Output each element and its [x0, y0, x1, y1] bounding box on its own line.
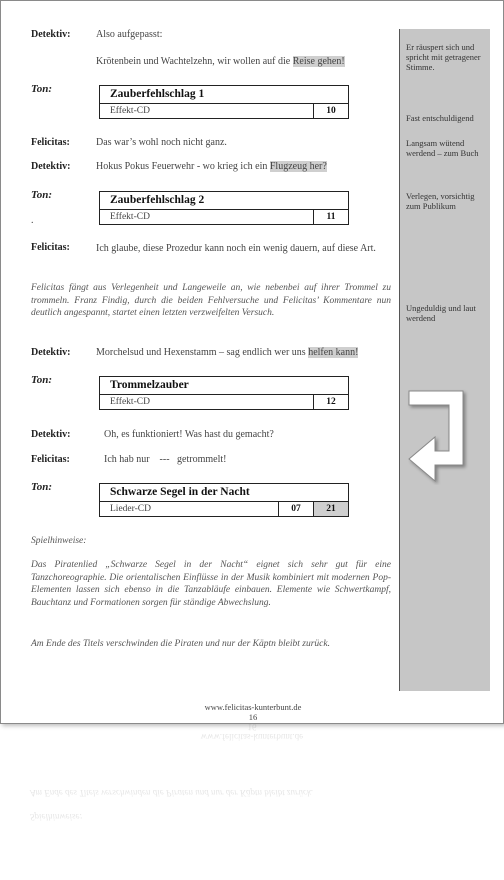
return-arrow-icon [405, 385, 485, 485]
cue-title: Zauberfehlschlag 2 [100, 192, 348, 210]
reflection-page-number: 16 [247, 722, 257, 732]
speaker-label: Detektiv: [31, 29, 71, 40]
footer-url: www.felicitas-kunterbunt.de [204, 702, 302, 712]
cue-source: Effekt-CD [110, 212, 150, 222]
cue-title: Zauberfehlschlag 1 [100, 86, 348, 104]
dialogue-line: Krötenbein und Wachtelzehn, wir wollen auf die Reise gehen! [96, 56, 345, 67]
cue-track-number: 07 [278, 502, 313, 516]
sidebar-note: Langsam wütend werdend – zum Buch [406, 138, 479, 158]
speaker-label: Felicitas: [31, 137, 70, 148]
cue-source: Effekt-CD [110, 397, 150, 407]
ton-label: Ton: [31, 189, 52, 201]
reflection-text: Spielhinweise: [30, 812, 83, 822]
stray-dot: . [31, 215, 34, 226]
sound-cue-box [99, 85, 349, 119]
notes-paragraph: Das Piratenlied „Schwarze Segel in der Nacht“ eignet sich sehr gut für eine Tanzchoreographie. Die orientalischen Einflüsse in der Musik kombiniert mit modernen Pop-Elementen lassen sich ebenso in die Tanzabläufe einbauen. Elemente wie Schwertkampf, Bauchtanz und Formationen sorgen für ständige Abwechslung. [31, 560, 391, 608]
speaker-label: Detektiv: [31, 161, 71, 172]
stage-direction: Felicitas fängt aus Verlegenheit und Langeweile an, wie nebenbei auf ihrer Trommel zu trommeln. Franz Findig, durch die beiden Fehlversuche und Felicitas’ Kommentare nun deutlich angespannt, startet einen letzten verzweifelten Versuch. [31, 283, 391, 318]
ton-label: Ton: [31, 83, 52, 95]
dialogue-line: Oh, es funktioniert! Was hast du gemacht? [104, 429, 274, 440]
sidebar-note: Er räuspert sich und spricht mit getragener Stimme. [406, 42, 481, 72]
cue-source: Lieder-CD [110, 504, 151, 514]
dialogue-line: Ich glaube, diese Prozedur kann noch ein wenig dauern, auf diese Art. [96, 243, 376, 254]
sidebar-note: Verlegen, vorsichtig zum Publikum [406, 191, 475, 211]
ton-label: Ton: [31, 374, 52, 386]
dialogue-line: Hokus Pokus Feuerwehr - wo krieg ich ein Flugzeug her? [96, 161, 327, 172]
sound-cue-box [99, 191, 349, 225]
dialogue-line: Ich hab nur --- getrommelt! [104, 454, 227, 465]
dialogue-line: Morchelsud und Hexenstamm – sag endlich wer uns helfen kann! [96, 347, 359, 358]
reflection-text: Am Ende des Titels verschwinden die Piraten und nur der Käptn bleibt zurück. [30, 788, 314, 798]
dialogue-line: Also aufgepasst: [96, 29, 163, 40]
ton-label: Ton: [31, 481, 52, 493]
reflection-footer-url: www.felicitas-kunterbunt.de [200, 732, 304, 742]
sound-cue-box [99, 483, 349, 517]
page-number: 16 [248, 712, 258, 722]
sound-cue-box [99, 376, 349, 410]
highlighted-cue: Reise gehen! [292, 56, 345, 67]
stage-notes-sidebar [399, 29, 490, 691]
notes-heading: Spielhinweise: [31, 536, 87, 546]
highlighted-cue: helfen kann! [308, 347, 359, 358]
speaker-label: Felicitas: [31, 242, 70, 253]
cue-track-number-2: 21 [313, 502, 348, 516]
cue-track-number: 10 [313, 104, 348, 118]
speaker-label: Felicitas: [31, 454, 70, 465]
sidebar-note: Fast entschuldigend [406, 113, 474, 123]
cue-title: Trommelzauber [100, 377, 348, 395]
notes-paragraph: Am Ende des Titels verschwinden die Piraten und nur der Käptn bleibt zurück. [31, 639, 330, 649]
cue-title: Schwarze Segel in der Nacht [100, 484, 348, 502]
sidebar-note: Ungeduldig und laut werdend [406, 303, 476, 323]
speaker-label: Detektiv: [31, 347, 71, 358]
highlighted-cue: Flugzeug her? [269, 161, 327, 172]
cue-track-number: 12 [313, 395, 348, 409]
dialogue-line: Das war’s wohl noch nicht ganz. [96, 137, 227, 148]
speaker-label: Detektiv: [31, 429, 71, 440]
page-reflection [0, 722, 504, 880]
cue-source: Effekt-CD [110, 106, 150, 116]
cue-track-number: 11 [313, 210, 348, 224]
